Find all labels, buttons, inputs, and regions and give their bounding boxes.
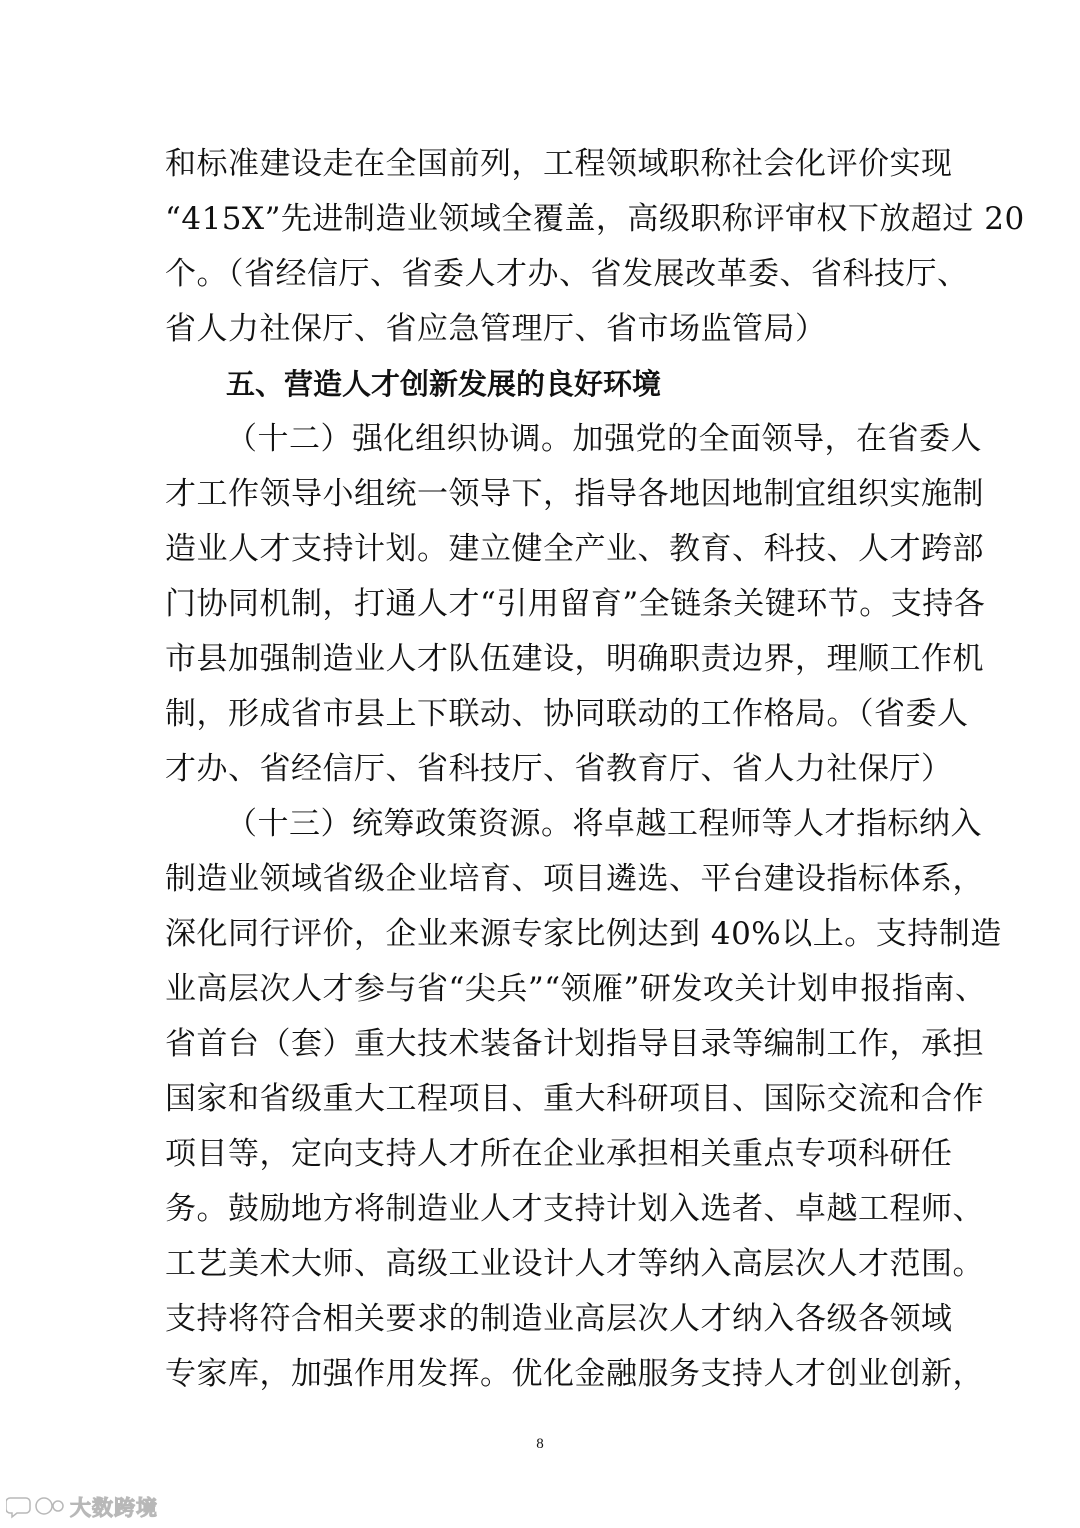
paragraph-line: 国家和省级重大工程项目、重大科研项目、国际交流和合作 <box>165 1081 984 1117</box>
paragraph-line: 制，形成省市县上下联动、协同联动的工作格局。（省委人 <box>165 696 969 732</box>
paragraph-line: 深化同行评价，企业来源专家比例达到 40%以上。支持制造 <box>165 916 1002 952</box>
paragraph-line: （十三）统筹政策资源。将卓越工程师等人才指标纳入 <box>226 806 982 842</box>
paragraph-line: 工艺美术大师、高级工业设计人才等纳入高层次人才范围。 <box>165 1246 984 1282</box>
chat-bubbles-logo-icon <box>6 1494 64 1520</box>
text-line: “415X”先进制造业领域全覆盖，高级职称评审权下放超过 20 <box>165 201 1025 237</box>
paragraph-line: 市县加强制造业人才队伍建设，明确职责边界，理顺工作机 <box>165 641 984 677</box>
paragraph-line: 务。鼓励地方将制造业人才支持计划入选者、卓越工程师、 <box>165 1191 984 1227</box>
text-line: 和标准建设走在全国前列，工程领域职称社会化评价实现 <box>165 146 953 182</box>
paragraph-line: 才工作领导小组统一领导下，指导各地因地制宜组织实施制 <box>165 476 984 512</box>
paragraph-line: 门协同机制，打通人才“引用留育”全链条关键环节。支持各 <box>165 586 986 622</box>
text-line: 省人力社保厅、省应急管理厅、省市场监管局） <box>165 311 827 347</box>
text-line: 个。（省经信厅、省委人才办、省发展改革委、省科技厅、 <box>165 256 969 292</box>
paragraph-line: 造业人才支持计划。建立健全产业、教育、科技、人才跨部 <box>165 531 984 567</box>
paragraph-line: 制造业领域省级企业培育、项目遴选、平台建设指标体系， <box>165 861 984 897</box>
watermark-text: 大数跨境 <box>70 1496 158 1520</box>
paragraph-line: （十二）强化组织协调。加强党的全面领导，在省委人 <box>226 421 982 457</box>
paragraph-line: 支持将符合相关要求的制造业高层次人才纳入各级各领域 <box>165 1301 953 1337</box>
page-number: 8 <box>536 1436 544 1452</box>
paragraph-line: 专家库，加强作用发挥。优化金融服务支持人才创业创新， <box>165 1356 984 1392</box>
paragraph-line: 项目等，定向支持人才所在企业承担相关重点专项科研任 <box>165 1136 953 1172</box>
paragraph-line: 才办、省经信厅、省科技厅、省教育厅、省人力社保厅） <box>165 751 953 787</box>
section-heading: 五、营造人才创新发展的良好环境 <box>226 367 662 401</box>
paragraph-line: 业高层次人才参与省“尖兵”“领雁”研发攻关计划申报指南、 <box>165 971 987 1007</box>
watermark <box>6 1490 158 1524</box>
paragraph-line: 省首台（套）重大技术装备计划指导目录等编制工作，承担 <box>165 1026 984 1062</box>
